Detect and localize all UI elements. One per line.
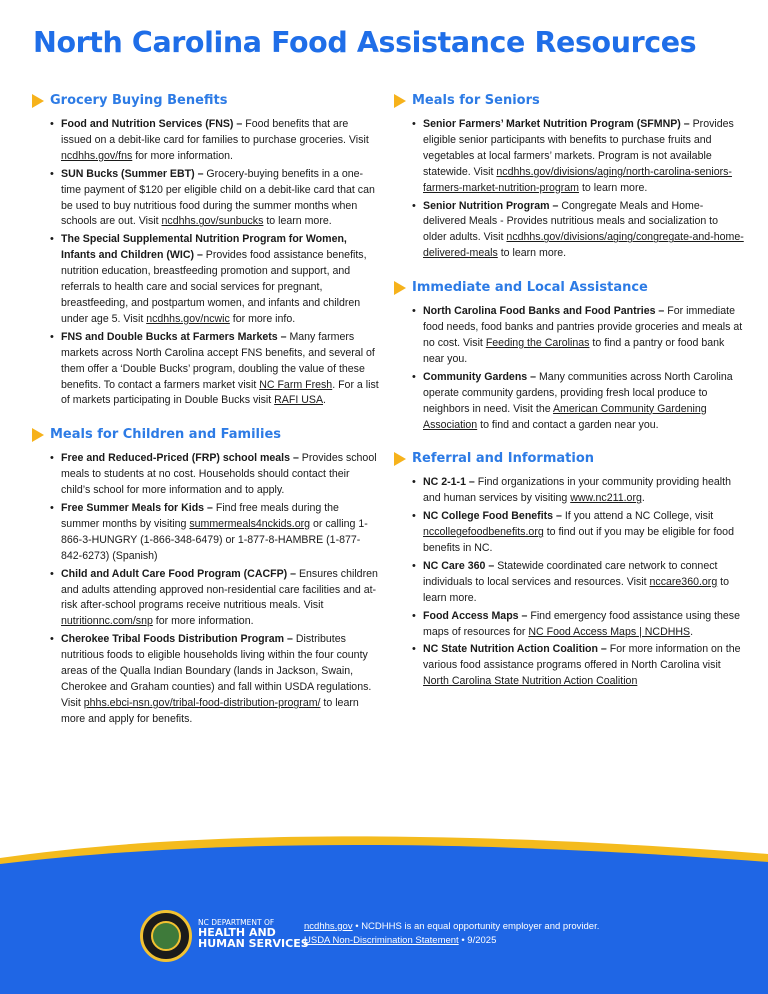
list-item [412, 475, 744, 507]
item-text: for more info. [229, 312, 296, 325]
section-heading-text: Grocery Buying Benefits [50, 93, 228, 108]
section-heading-children [32, 426, 380, 443]
item-label: The Special Supplemental Nutrition Program for Women, Infants and Children (WIC) – [61, 233, 347, 262]
right-column [394, 92, 744, 707]
section-heading-immediate [394, 279, 744, 296]
item-text: Grocery-buying benefits in a one-time payment of $120 per eligible child on a debit-like card that can be used to buy nutritious food during the summer months when schools are out. Visit [61, 167, 375, 228]
resource-link[interactable]: American Community Gardening Association [423, 402, 707, 431]
item-text: for more information. [152, 615, 254, 628]
item-text: Congregate Meals and Home-delivered Meals - Provides nutritious meals and socialization to older adults. Visit [423, 199, 719, 244]
item-label: NC Care 360 – [423, 559, 495, 572]
equal-opportunity-text: • NCDHHS is an equal opportunity employer and provider. [352, 921, 600, 932]
item-label: Free and Reduced-Priced (FRP) school meals – [61, 452, 299, 465]
list-item [50, 167, 380, 231]
item-text: For more information on the various food assistance programs offered in North Carolina visit [423, 643, 741, 672]
resource-list [394, 304, 744, 433]
list-item [412, 509, 744, 557]
arrow-icon [394, 452, 406, 466]
resource-link[interactable]: www.nc211.org [570, 492, 642, 505]
item-text: Find organizations in your community providing health and human services by visiting [423, 476, 731, 505]
item-text: Provides eligible senior participants with benefits to purchase fruits and vegetables at local farmers’ markets. Program is not available statewide. Visit [423, 118, 734, 178]
resource-link[interactable]: ncdhhs.gov/sunbucks [161, 215, 264, 228]
section-seniors [394, 92, 744, 262]
resource-link[interactable]: Feeding the Carolinas [485, 336, 590, 349]
site-link[interactable]: ncdhhs.gov [304, 921, 353, 932]
item-text: to find a pantry or food bank near you. [423, 336, 725, 365]
dept-line1: NC DEPARTMENT OF [198, 918, 275, 927]
item-label: Senior Nutrition Program – [423, 199, 559, 212]
arrow-icon [394, 281, 406, 295]
arrow-icon [32, 428, 44, 442]
section-heading-seniors [394, 92, 744, 109]
item-label: Food Access Maps – [423, 609, 528, 622]
arrow-icon [394, 94, 406, 108]
resource-link[interactable]: ncdhhs.gov/divisions/aging/congregate-and-home-delivered-meals [423, 231, 744, 260]
arrow-icon [32, 94, 44, 108]
item-text: to learn more and apply for benefits. [61, 696, 359, 725]
resource-list [32, 117, 380, 409]
resource-link[interactable]: nccare360.org [649, 575, 718, 588]
item-text: . [323, 394, 326, 407]
item-text: Provides school meals to students at no cost. Households should contact their child’s school for more information and to apply. [61, 452, 377, 497]
dept-logo-text [198, 918, 309, 949]
nc-seal-logo [140, 910, 192, 962]
item-text: Find free meals during the summer months by visiting [61, 502, 339, 530]
resource-link[interactable]: summermeals4nckids.org [189, 517, 311, 530]
footer-line2 [304, 934, 599, 948]
section-immediate [394, 279, 744, 433]
resource-link[interactable]: nutritionnc.com/snp [61, 615, 153, 628]
item-label: Child and Adult Care Food Program (CACFP) – [61, 567, 297, 580]
resource-link[interactable]: NC Farm Fresh [259, 378, 333, 391]
item-label: SUN Bucks (Summer EBT) – [61, 167, 204, 180]
dept-line2: HEALTH AND [198, 926, 276, 939]
resource-link[interactable]: phhs.ebci-nsn.gov/tribal-food-distribution-program/ [83, 696, 321, 709]
resource-link[interactable]: ncdhhs.gov/divisions/aging/north-carolina-seniors-farmers-market-nutrition-program [423, 165, 732, 194]
footer-text [304, 920, 599, 948]
item-label: FNS and Double Bucks at Farmers Markets – [61, 330, 287, 343]
resource-list [394, 117, 744, 262]
list-item [50, 501, 380, 565]
section-heading-referral [394, 450, 744, 467]
section-heading-text: Immediate and Local Assistance [412, 280, 648, 296]
item-text: Many communities across North Carolina operate community gardens, providing fresh local produce to neighbors in need. Visit the [423, 370, 733, 415]
item-label: NC College Food Benefits – [423, 510, 562, 523]
resource-link[interactable]: nccollegefoodbenefits.org [423, 526, 544, 539]
resource-link[interactable]: RAFI USA [274, 394, 324, 407]
item-text: Food benefits that are issued on a debit-like card for families to purchase groceries. Visit [61, 118, 369, 146]
item-label: Community Gardens – [423, 370, 537, 383]
list-item [412, 199, 744, 263]
item-text: to learn more. [263, 215, 332, 228]
list-item [412, 609, 744, 641]
list-item [412, 642, 744, 690]
section-children [32, 426, 380, 727]
resource-link[interactable]: ncdhhs.gov/ncwic [146, 312, 230, 325]
item-label: Free Summer Meals for Kids – [61, 502, 213, 515]
list-item [50, 567, 380, 631]
list-item [50, 232, 380, 327]
list-item [50, 330, 380, 410]
item-text: Distributes nutritious foods to eligible households living within the four county areas of the Qualla Indian Boundary (lands in Jackson, Swain, Cherokee and Graham counties) and fall within USDA regulations. Visit [61, 633, 372, 709]
page-title: North Carolina Food Assistance Resources [33, 26, 697, 59]
item-label: Senior Farmers’ Market Nutrition Program (SFMNP) – [423, 118, 690, 130]
item-text: Provides food assistance benefits, nutrition education, breastfeeding promotion and support, and referrals to health care and social services for pregnant, breastfeeding, and postpartum women, and infants and children under age 5. Visit [61, 249, 367, 325]
item-text: . For a list of markets participating in Double Bucks visit [61, 378, 379, 407]
resource-list [394, 475, 744, 690]
item-text: . [641, 492, 645, 505]
item-text: to learn more. [579, 181, 648, 194]
section-heading-text: Meals for Seniors [412, 93, 540, 108]
item-text: If you attend a NC College, visit [561, 510, 714, 523]
footer [0, 890, 768, 994]
item-label: Food and Nutrition Services (FNS) – [61, 118, 243, 130]
usda-link[interactable]: USDA Non-Discrimination Statement [304, 935, 459, 946]
item-label: North Carolina Food Banks and Food Pantries – [423, 305, 665, 318]
item-text: Find emergency food assistance using these maps of resources for [423, 609, 740, 638]
item-text: For immediate food needs, food banks and pantries provide groceries and meals at no cost. Visit [423, 305, 743, 349]
footer-line1 [304, 920, 599, 934]
dept-line3: HUMAN SERVICES [198, 937, 309, 950]
date-text: • 9/2025 [458, 935, 497, 946]
resource-link[interactable]: North Carolina State Nutrition Action Coalition [423, 675, 638, 688]
item-text: Ensures children and adults attending approved non-residential care facilities and at-risk after-school programs receive nutritious meals. Visit [61, 567, 378, 612]
item-label: Cherokee Tribal Foods Distribution Program – [61, 633, 293, 646]
list-item [50, 632, 380, 727]
item-label: NC 2-1-1 – [423, 476, 475, 489]
resource-link[interactable]: ncdhhs.gov/fns [61, 149, 133, 162]
section-heading-text: Referral and Information [412, 451, 594, 467]
item-label: NC State Nutrition Action Coalition – [423, 643, 607, 656]
item-text: to learn more. [423, 575, 730, 604]
resource-link[interactable]: NC Food Access Maps | NCDHHS [528, 625, 691, 638]
list-item [412, 304, 744, 368]
list-item [412, 370, 744, 434]
list-item [50, 451, 380, 499]
item-text: to find out if you may be eligible for food benefits in NC. [423, 526, 734, 555]
section-heading-grocery [32, 92, 380, 109]
item-text: to find and contact a garden near you. [477, 418, 659, 431]
section-referral [394, 450, 744, 690]
list-item [50, 117, 380, 165]
list-item [412, 117, 744, 197]
left-column [32, 92, 380, 745]
section-grocery [32, 92, 380, 409]
seal-emblem-icon [151, 921, 181, 951]
item-text: Many farmers markets across North Carolina accept FNS benefits, and several of them offer a ‘Double Bucks’ program, doubling the value of these benefits. To contact a farmers market visit [61, 330, 375, 391]
item-text: . [690, 625, 694, 638]
item-text: or calling 1-866-3-HUNGRY (1-866-348-6479) or 1-877-8-HAMBRE (1-877-842-6273) (Spanish) [61, 517, 368, 562]
section-heading-text: Meals for Children and Families [50, 427, 282, 443]
item-text: to learn more. [497, 247, 567, 260]
item-text: Statewide coordinated care network to connect individuals to local services and resources. Visit [423, 559, 718, 588]
list-item [412, 559, 744, 607]
item-text: for more information. [132, 149, 233, 162]
resource-list [32, 451, 380, 727]
